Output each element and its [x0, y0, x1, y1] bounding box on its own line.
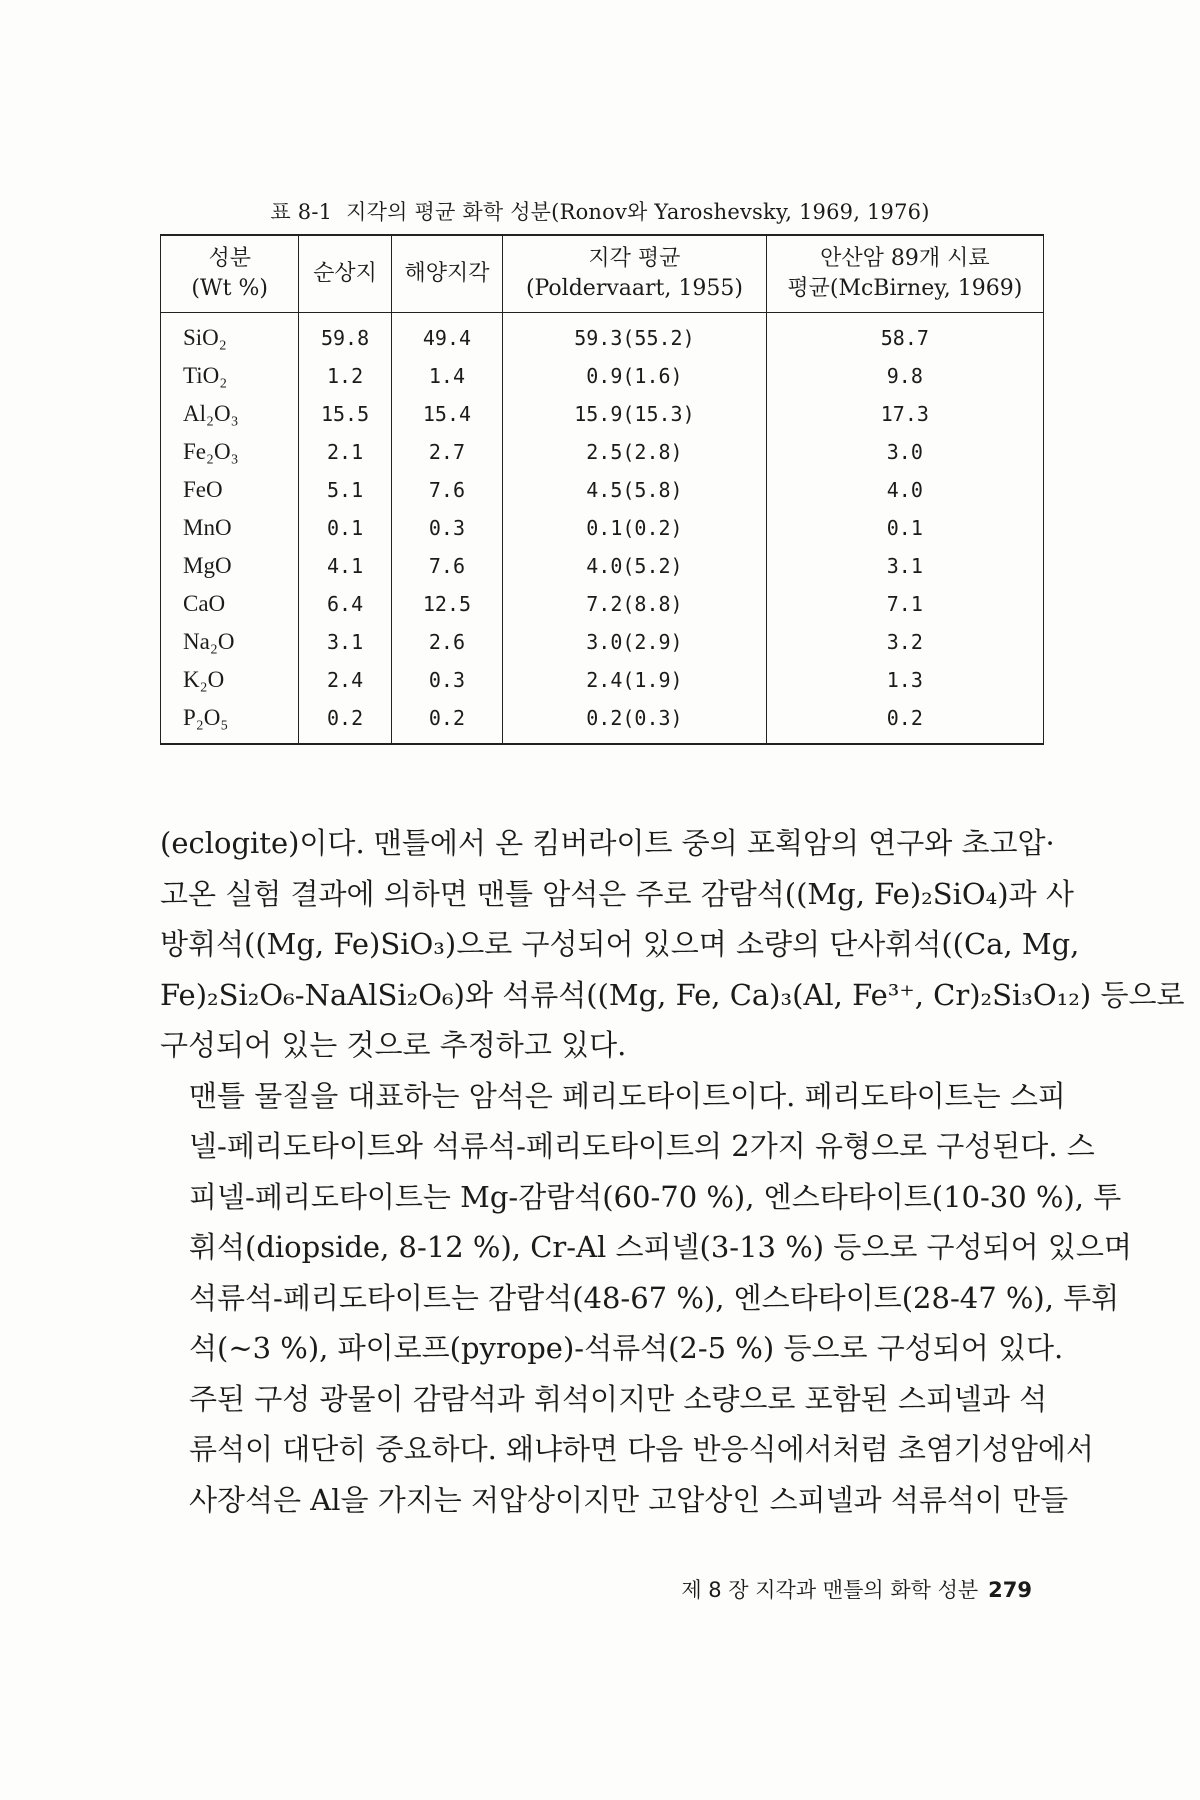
- row-oceanic: 0.3: [391, 661, 502, 699]
- row-shield: 59.8: [299, 313, 391, 358]
- row-oceanic: 0.3: [391, 509, 502, 547]
- row-oceanic: 49.4: [391, 313, 502, 358]
- table-row: [161, 585, 1044, 623]
- text-line: 넬-페리도타이트와 석류석-페리도타이트의 2가지 유형으로 구성된다. 스: [189, 1129, 1095, 1163]
- table-caption: [160, 196, 1040, 226]
- row-component: MnO: [161, 509, 299, 547]
- header-oceanic: 해양지각: [391, 235, 502, 313]
- header-andesite-source: 평균(McBirney, 1969): [787, 276, 1023, 301]
- table-row: [161, 509, 1044, 547]
- row-shield: 2.4: [299, 661, 391, 699]
- page-footer: [681, 1574, 1032, 1604]
- row-andesite: 3.2: [766, 623, 1043, 661]
- row-andesite: 7.1: [766, 585, 1043, 623]
- row-andesite: 3.0: [766, 433, 1043, 471]
- table-title: 지각의 평균 화학 성분(Ronov와 Yaroshevsky, 1969, 1976): [346, 200, 930, 224]
- table-row: [161, 699, 1044, 744]
- row-crust-average: 4.5(5.8): [503, 471, 766, 509]
- row-component: Al₂O₃: [161, 395, 299, 433]
- row-shield: 15.5: [299, 395, 391, 433]
- row-shield: 4.1: [299, 547, 391, 585]
- paragraph-1: [160, 818, 1185, 1071]
- table-row: [161, 395, 1044, 433]
- row-crust-average: 7.2(8.8): [503, 585, 766, 623]
- row-component: TiO₂: [161, 357, 299, 395]
- text-line: 피넬-페리도타이트는 Mg-감람석(60-70 %), 엔스타타이트(10-30 %), 투: [189, 1179, 1122, 1214]
- row-crust-average: 0.9(1.6): [503, 357, 766, 395]
- row-crust-average: 3.0(2.9): [503, 623, 766, 661]
- header-shield: 순상지: [299, 235, 391, 313]
- row-andesite: 4.0: [766, 471, 1043, 509]
- text-line: Fe)₂Si₂O₆-NaAlSi₂O₆)와 석류석((Mg, Fe, Ca)₃(Al, Fe³⁺, Cr)₂Si₃O₁₂) 등으로: [160, 977, 1185, 1012]
- row-shield: 0.2: [299, 699, 391, 744]
- header-component-label: 성분: [208, 246, 251, 271]
- row-oceanic: 12.5: [391, 585, 502, 623]
- page-number: 279: [988, 1578, 1032, 1602]
- row-andesite: 58.7: [766, 313, 1043, 358]
- row-shield: 6.4: [299, 585, 391, 623]
- row-crust-average: 59.3(55.2): [503, 313, 766, 358]
- table-row: [161, 623, 1044, 661]
- row-shield: 2.1: [299, 433, 391, 471]
- row-andesite: 3.1: [766, 547, 1043, 585]
- row-oceanic: 15.4: [391, 395, 502, 433]
- row-component: FeO: [161, 471, 299, 509]
- row-component: Fe₂O₃: [161, 433, 299, 471]
- row-component: MgO: [161, 547, 299, 585]
- header-crust-average: [503, 235, 766, 313]
- row-andesite: 17.3: [766, 395, 1043, 433]
- table-row: [161, 661, 1044, 699]
- text-line: (eclogite)이다. 맨틀에서 온 킴버라이트 중의 포획암의 연구와 초고압·: [160, 826, 1055, 860]
- row-crust-average: 0.2(0.3): [503, 699, 766, 744]
- header-andesite-label: 안산암 89개 시료: [820, 246, 990, 271]
- row-oceanic: 1.4: [391, 357, 502, 395]
- row-component: SiO₂: [161, 313, 299, 358]
- table-row: [161, 433, 1044, 471]
- row-component: Na₂O: [161, 623, 299, 661]
- table-number: 표 8-1: [270, 200, 333, 224]
- text-line: 주된 구성 광물이 감람석과 휘석이지만 소량으로 포함된 스피넬과 석: [189, 1381, 1048, 1416]
- row-andesite: 0.2: [766, 699, 1043, 744]
- row-shield: 3.1: [299, 623, 391, 661]
- row-crust-average: 2.4(1.9): [503, 661, 766, 699]
- text-line: 사장석은 Al을 가지는 저압상이지만 고압상인 스피넬과 석류석이 만들: [189, 1482, 1069, 1517]
- row-crust-average: 2.5(2.8): [503, 433, 766, 471]
- row-shield: 5.1: [299, 471, 391, 509]
- row-component: K₂O: [161, 661, 299, 699]
- row-oceanic: 2.7: [391, 433, 502, 471]
- table-row: [161, 471, 1044, 509]
- header-crust-average-source: (Poldervaart, 1955): [525, 276, 743, 301]
- row-component: P₂O₅: [161, 699, 299, 744]
- header-component: [161, 235, 299, 313]
- text-line: 맨틀 물질을 대표하는 암석은 페리도타이트이다. 페리도타이트는 스피: [189, 1078, 1066, 1113]
- header-component-unit: (Wt %): [191, 276, 268, 301]
- row-andesite: 9.8: [766, 357, 1043, 395]
- table-row: [161, 313, 1044, 358]
- text-line: 고온 실험 결과에 의하면 맨틀 암석은 주로 감람석((Mg, Fe)₂SiO₄)과 사: [160, 876, 1074, 911]
- text-line: 휘석(diopside, 8-12 %), Cr-Al 스피넬(3-13 %) 등으로 구성되어 있으며: [189, 1230, 1132, 1264]
- row-shield: 1.2: [299, 357, 391, 395]
- table-row: [161, 547, 1044, 585]
- body-text: [160, 818, 1185, 1525]
- row-oceanic: 0.2: [391, 699, 502, 744]
- header-andesite: [766, 235, 1043, 313]
- row-shield: 0.1: [299, 509, 391, 547]
- text-line: 류석이 대단히 중요하다. 왜냐하면 다음 반응식에서처럼 초염기성암에서: [189, 1432, 1094, 1466]
- paragraph-2: [160, 1071, 1132, 1374]
- row-crust-average: 0.1(0.2): [503, 509, 766, 547]
- row-component: CaO: [161, 585, 299, 623]
- table-row: [161, 357, 1044, 395]
- row-oceanic: 2.6: [391, 623, 502, 661]
- text-line: 석(~3 %), 파이로프(pyrope)-석류석(2-5 %) 등으로 구성되어 있다.: [189, 1331, 1064, 1365]
- text-line: 구성되어 있는 것으로 추정하고 있다.: [160, 1028, 627, 1062]
- running-footer-chapter: 제 8 장 지각과 맨틀의 화학 성분: [681, 1578, 979, 1602]
- row-crust-average: 15.9(15.3): [503, 395, 766, 433]
- row-crust-average: 4.0(5.2): [503, 547, 766, 585]
- paragraph-3: [160, 1374, 1094, 1526]
- header-crust-average-label: 지각 평균: [588, 246, 681, 271]
- row-oceanic: 7.6: [391, 471, 502, 509]
- text-line: 석류석-페리도타이트는 감람석(48-67 %), 엔스타타이트(28-47 %), 투휘: [189, 1280, 1120, 1315]
- row-andesite: 0.1: [766, 509, 1043, 547]
- text-line: 방휘석((Mg, Fe)SiO₃)으로 구성되어 있으며 소량의 단사휘석((Ca, Mg,: [160, 927, 1080, 961]
- composition-table: [160, 234, 1044, 745]
- table-header-row: [161, 235, 1044, 313]
- row-andesite: 1.3: [766, 661, 1043, 699]
- row-oceanic: 7.6: [391, 547, 502, 585]
